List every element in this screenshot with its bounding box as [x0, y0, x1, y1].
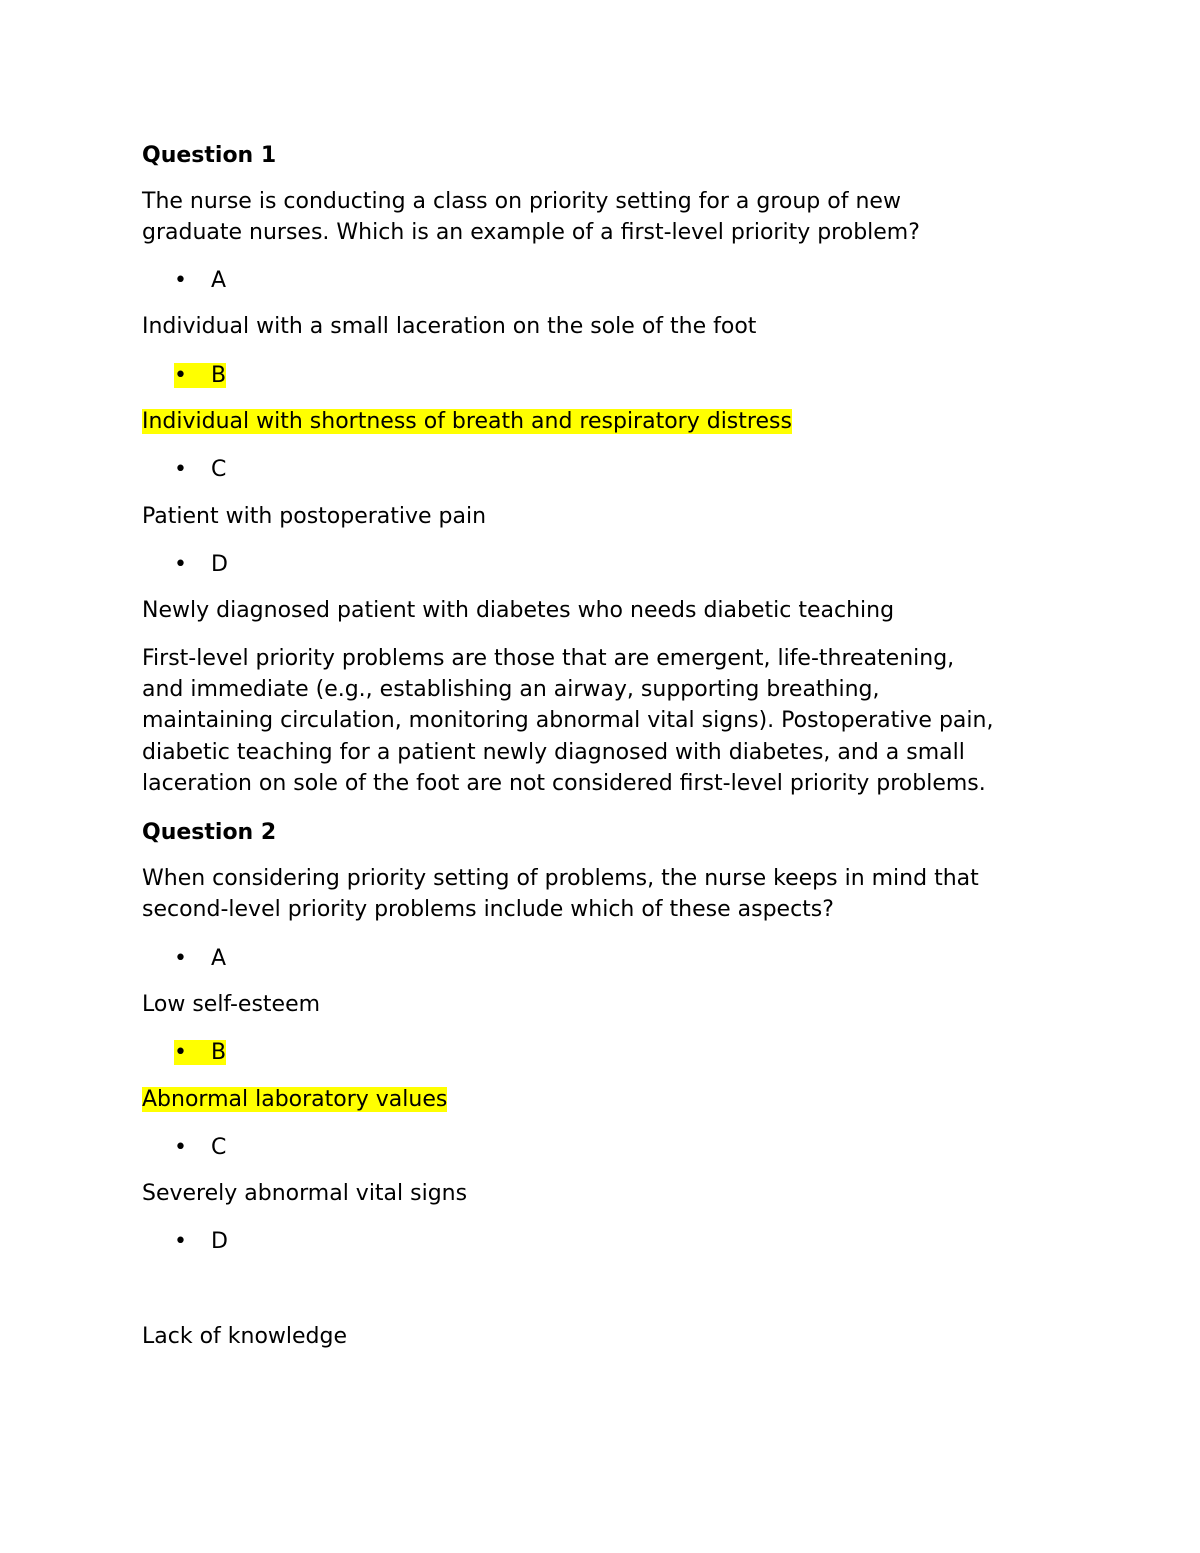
- question-1-rationale-line-4: diabetic teaching for a patient newly diagnosed with diabetes, and a small: [142, 740, 965, 765]
- question-1-option-d-marker: [174, 549, 228, 580]
- option-letter: D: [211, 552, 228, 577]
- question-1-option-b-marker: [174, 360, 226, 391]
- question-1-stem-line-1: The nurse is conducting a class on priority setting for a group of new: [142, 189, 901, 214]
- bullet-icon: •: [174, 1040, 187, 1065]
- option-letter: A: [211, 946, 227, 971]
- option-letter: D: [211, 1229, 228, 1254]
- question-2-option-c-text: Severely abnormal vital signs: [142, 1181, 468, 1206]
- question-2-option-b-marker: [174, 1037, 226, 1068]
- bullet-icon: •: [174, 1135, 187, 1160]
- bullet-icon: •: [174, 457, 187, 482]
- question-1-option-b-text: [142, 406, 792, 437]
- question-1-option-d-text: Newly diagnosed patient with diabetes who needs diabetic teaching: [142, 598, 895, 623]
- question-2-stem-line-1: When considering priority setting of problems, the nurse keeps in mind that: [142, 866, 979, 891]
- question-1-option-a-marker: [174, 265, 226, 296]
- question-2-stem-line-2: second-level priority problems include which of these aspects?: [142, 897, 834, 922]
- question-1-rationale-line-3: maintaining circulation, monitoring abnormal vital signs). Postoperative pain,: [142, 708, 994, 733]
- bullet-icon: •: [174, 268, 187, 293]
- question-1-title: Question 1: [142, 143, 277, 168]
- question-1-rationale-line-2: and immediate (e.g., establishing an airway, supporting breathing,: [142, 677, 880, 702]
- question-2-option-a-marker: [174, 943, 226, 974]
- question-1-rationale-line-5: laceration on sole of the foot are not considered first-level priority problems.: [142, 771, 986, 796]
- bullet-icon: •: [174, 552, 187, 577]
- bullet-icon: •: [174, 946, 187, 971]
- bullet-icon: •: [174, 1229, 187, 1254]
- question-2-option-d-marker: [174, 1226, 228, 1257]
- question-1-rationale-line-1: First-level priority problems are those that are emergent, life-threatening,: [142, 646, 955, 671]
- bullet-icon: •: [174, 363, 187, 388]
- option-letter: C: [211, 1135, 227, 1160]
- question-1-option-a-text: Individual with a small laceration on the sole of the foot: [142, 314, 757, 339]
- question-2-option-b-text: [142, 1084, 447, 1115]
- highlighted-answer: Individual with shortness of breath and respiratory distress: [142, 409, 792, 434]
- option-letter: B: [211, 1040, 227, 1065]
- question-1-stem-line-2: graduate nurses. Which is an example of a first-level priority problem?: [142, 220, 920, 245]
- question-2-title: Question 2: [142, 820, 277, 845]
- option-letter: B: [211, 363, 227, 388]
- question-1-option-c-text: Patient with postoperative pain: [142, 504, 487, 529]
- highlighted-answer: Abnormal laboratory values: [142, 1087, 448, 1112]
- question-2-option-a-text: Low self-esteem: [142, 992, 321, 1017]
- question-2-option-c-marker: [174, 1132, 226, 1163]
- option-letter: C: [211, 457, 227, 482]
- question-1-option-c-marker: [174, 454, 226, 485]
- option-letter: A: [211, 268, 227, 293]
- question-2-option-d-text: Lack of knowledge: [142, 1324, 348, 1349]
